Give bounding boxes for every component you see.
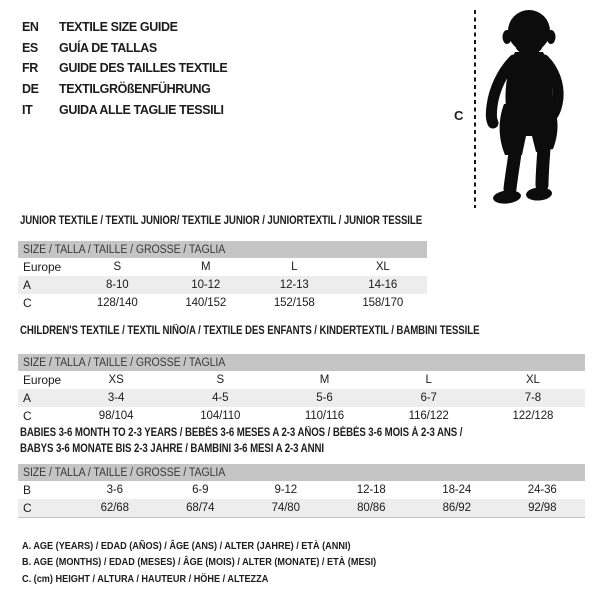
table-row — [18, 499, 585, 518]
footnote-b-text: B. AGE (MONTHS) / EDAD (MESES) / ÂGE (MOIS) / ALTER (MONATE) / ETÀ (MESI) — [22, 556, 377, 569]
legend-footnotes — [22, 540, 429, 589]
footnote-a — [22, 540, 429, 556]
cell: 8-10 — [73, 276, 162, 294]
table-row — [18, 276, 427, 294]
section-title-children-text: CHILDREN'S TEXTILE / TEXTIL NIÑO/A / TEXTILE DES ENFANTS / KINDERTEXTIL / BAMBINI TESSILE — [20, 325, 480, 337]
cell: XL — [375, 261, 390, 273]
row-label: C — [23, 296, 32, 310]
table-row — [18, 481, 585, 499]
cell: S — [113, 261, 122, 273]
table-row — [18, 294, 427, 312]
cell: 68/74 — [158, 499, 244, 518]
table-row — [18, 371, 585, 389]
junior-size-header-bar — [18, 241, 427, 258]
cell: L — [291, 261, 298, 273]
lang-title-de: TEXTILGRÖßENFÜHRUNG — [59, 82, 211, 97]
section-title-children — [20, 325, 567, 337]
cell: 10-12 — [162, 276, 251, 294]
cell: 3-4 — [64, 389, 168, 407]
cell: 104/110 — [200, 410, 241, 422]
cell: M — [319, 374, 330, 386]
lang-code-en: EN — [22, 20, 39, 35]
section-title-babies-line2: BABYS 3-6 MONATE BIS 2-3 JAHRE / BAMBINI 3-6 MESI A 2-3 ANNI — [20, 442, 324, 455]
lang-row-fr — [22, 58, 227, 79]
cell: 24-36 — [527, 484, 557, 496]
cell: 12-18 — [356, 484, 386, 496]
cell: 7-8 — [481, 389, 585, 407]
cell: 14-16 — [339, 276, 428, 294]
cell: L — [425, 374, 432, 386]
cell: XS — [108, 374, 124, 386]
cell: 74/80 — [243, 499, 329, 518]
lang-code-de: DE — [22, 82, 39, 97]
table-row — [18, 258, 427, 276]
babies-size-header-bar — [18, 464, 585, 481]
cell: 110/116 — [304, 410, 345, 422]
cell: M — [201, 261, 211, 273]
cell: 80/86 — [329, 499, 415, 518]
height-measure-dashed-line — [474, 10, 476, 208]
section-title-junior — [20, 215, 499, 227]
row-label: Europe — [23, 260, 62, 274]
cell: 18-24 — [442, 484, 472, 496]
children-table — [18, 371, 585, 425]
row-label: C — [18, 499, 72, 518]
measure-label-c: C — [454, 108, 464, 123]
lang-title-fr: GUIDE DES TAILLES TEXTILE — [59, 61, 228, 76]
footnote-a-text: A. AGE (YEARS) / EDAD (AÑOS) / ÂGE (ANS) / ALTER (JAHRE) / ETÀ (ANNI) — [22, 540, 351, 552]
junior-size-table — [18, 241, 427, 312]
lang-row-it — [22, 99, 227, 120]
row-label: C — [23, 409, 32, 423]
cell: XL — [525, 374, 540, 386]
children-size-table — [18, 354, 585, 425]
cell: 128/140 — [96, 297, 138, 309]
children-size-header-bar — [18, 354, 585, 371]
section-title-babies-line1: BABIES 3-6 MONTH TO 2-3 YEARS / BEBÉS 3-6 MESES A 2-3 AÑOS / BÉBÉS 3-6 MOIS À 2-3 ANS / — [20, 427, 463, 439]
cell: 116/122 — [408, 410, 449, 422]
cell: 152/158 — [273, 297, 315, 309]
cell: 12-13 — [250, 276, 339, 294]
footnote-c-text: C. (cm) HEIGHT / ALTURA / HAUTEUR / HÖHE / ALTEZZA — [22, 572, 269, 585]
section-title-babies — [20, 426, 547, 457]
cell: 6-7 — [377, 389, 481, 407]
cell: 92/98 — [500, 499, 586, 518]
cell: 140/152 — [185, 297, 227, 309]
baby-toddler-silhouette-icon — [482, 8, 577, 210]
cell: 4-5 — [168, 389, 272, 407]
lang-code-es: ES — [22, 40, 38, 55]
lang-row-es — [22, 38, 227, 59]
cell: 3-6 — [106, 484, 123, 496]
babies-table — [18, 481, 585, 518]
cell: 9-12 — [274, 484, 298, 496]
children-size-header-text: SIZE / TALLA / TAILLE / GRÖSSE / TAGLIA — [23, 356, 226, 369]
section-title-junior-text: JUNIOR TEXTILE / TEXTIL JUNIOR/ TEXTILE JUNIOR / JUNIORTEXTIL / JUNIOR TESSILE — [20, 215, 423, 227]
cell: 98/104 — [98, 410, 134, 422]
lang-code-it: IT — [22, 102, 33, 117]
footnote-b — [22, 556, 429, 572]
cell: 5-6 — [272, 389, 376, 407]
row-label: A — [18, 276, 73, 294]
cell: 86/92 — [414, 499, 500, 518]
table-row — [18, 407, 585, 425]
lang-row-en — [22, 17, 227, 38]
cell: 6-9 — [192, 484, 209, 496]
junior-table — [18, 258, 427, 312]
cell: 62/68 — [72, 499, 158, 518]
cell: 158/170 — [362, 297, 404, 309]
lang-title-es: GUÍA DE TALLAS — [59, 40, 157, 55]
cell: 122/128 — [512, 410, 554, 422]
babies-size-header-text: SIZE / TALLA / TAILLE / GRÖSSE / TAGLIA — [23, 466, 226, 479]
lang-code-fr: FR — [22, 61, 38, 76]
footnote-c — [22, 573, 429, 589]
language-title-list — [22, 17, 227, 120]
table-row — [18, 389, 585, 407]
lang-row-de — [22, 79, 227, 100]
lang-title-en: TEXTILE SIZE GUIDE — [59, 20, 178, 35]
row-label: Europe — [23, 373, 62, 387]
cell: S — [216, 374, 225, 386]
babies-size-table — [18, 464, 585, 518]
row-label: A — [18, 389, 64, 407]
row-label: B — [23, 483, 31, 497]
lang-title-it: GUIDA ALLE TAGLIE TESSILI — [59, 102, 224, 117]
height-measure-figure — [452, 6, 592, 214]
junior-size-header-text: SIZE / TALLA / TAILLE / GRÖSSE / TAGLIA — [23, 243, 226, 256]
